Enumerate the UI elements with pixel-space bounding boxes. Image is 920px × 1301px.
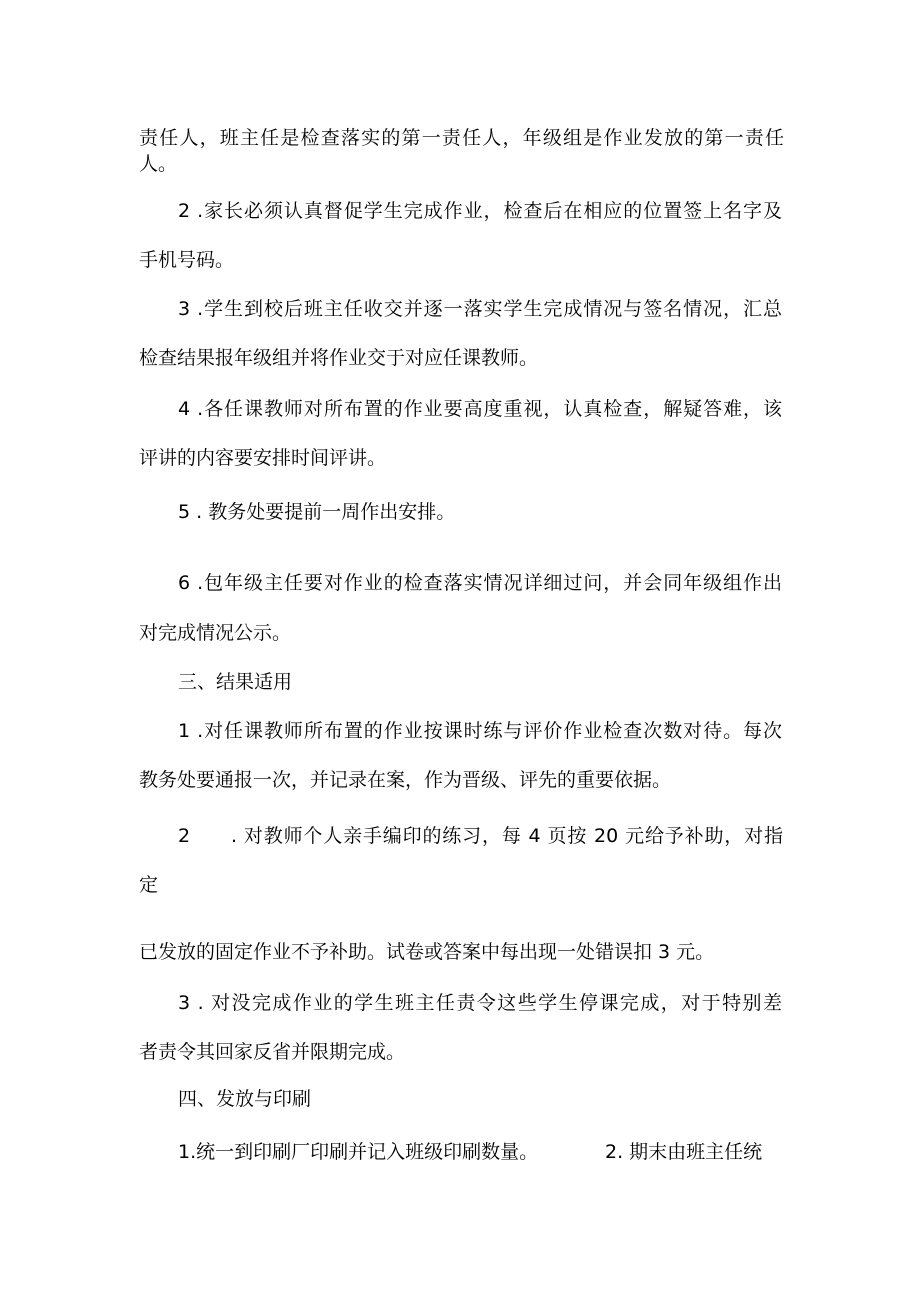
paragraph-line: 评讲的内容要安排时间评讲。 (139, 447, 387, 469)
paragraph-line: 责任人，班主任是检查落实的第一责任人，年级组是作业发放的第一责任 (139, 127, 784, 149)
paragraph-line: 4 .各任课教师对所布置的作业要高度重视，认真检查，解疑答难，该 (178, 398, 782, 420)
paragraph-line: 者责令其回家反省并限期完成。 (139, 1041, 406, 1063)
paragraph-line: . 对教师个人亲手编印的练习，每 4 页按 20 元给予补助，对指 (231, 825, 783, 847)
paragraph-line: 教务处要通报一次，并记录在案，作为晋级、评先的重要依据。 (139, 769, 672, 791)
paragraph-line: 3 .学生到校后班主任收交并逐一落实学生完成情况与签名情况，汇总 (178, 298, 782, 320)
paragraph-line: 2 .家长必须认真督促学生完成作业，检查后在相应的位置签上名字及 (178, 200, 782, 222)
paragraph-line: 1.统一到印刷厂印刷并记入班级印刷数量。 (178, 1141, 539, 1163)
paragraph-line: 对完成情况公示。 (139, 622, 292, 644)
paragraph-line: 6 .包年级主任要对作业的检查落实情况详细过问，并会同年级组作出 (178, 572, 782, 594)
paragraph-line: 定 (139, 874, 159, 896)
paragraph-line: 3 . 对没完成作业的学生班主任责令这些学生停课完成，对于特别差 (178, 992, 782, 1014)
paragraph-line: 人。 (139, 153, 178, 175)
paragraph-line: 1 .对任课教师所布置的作业按课时练与评价作业检查次数对待。每次 (178, 720, 782, 742)
paragraph-line: 5 . 教务处要提前一周作出安排。 (178, 501, 456, 523)
list-number: 2 (178, 825, 191, 847)
section-heading: 三、结果适用 (178, 671, 293, 693)
paragraph-line: 检查结果报年级组并将作业交于对应任课教师。 (139, 347, 539, 369)
paragraph-line: 已发放的固定作业不予补助。试卷或答案中每出现一处错误扣 3 元。 (139, 941, 715, 963)
paragraph-line: 手机号码。 (139, 249, 235, 271)
section-heading: 四、发放与印刷 (178, 1088, 312, 1110)
paragraph-line: 2. 期末由班主任统 (605, 1141, 763, 1163)
